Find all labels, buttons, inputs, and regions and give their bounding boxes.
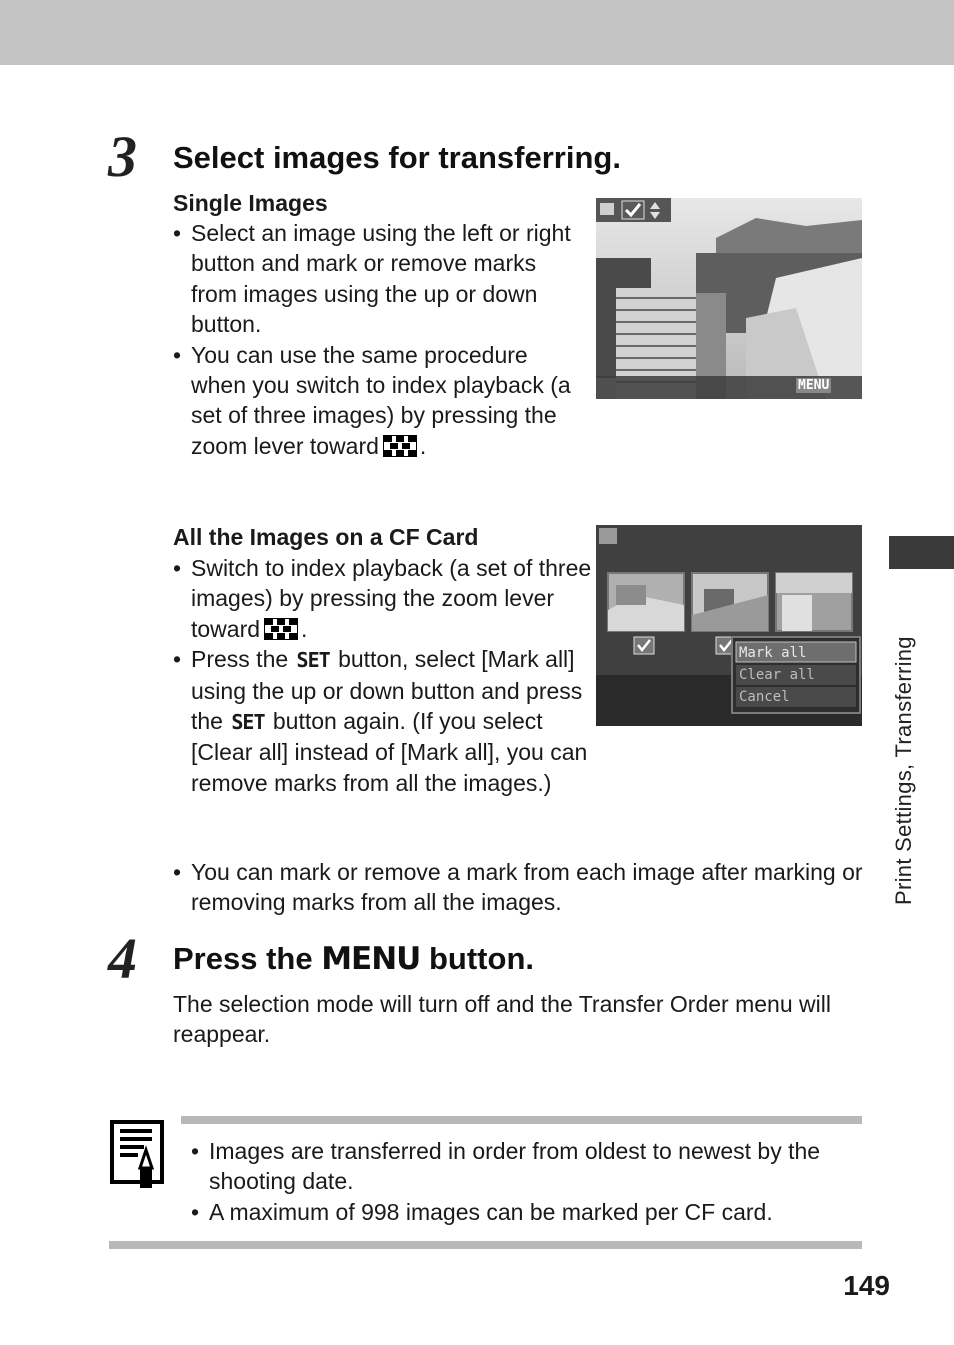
all-images-list-cont xyxy=(173,857,863,918)
section-label: Print Settings, Transferring xyxy=(891,636,916,905)
single-image-screenshot xyxy=(596,198,862,399)
set-button-symbol: SET xyxy=(231,710,265,735)
step-4-title: Press the MENU button. xyxy=(173,941,534,977)
index-playback-icon xyxy=(383,435,417,457)
list-item: • A maximum of 998 images can be marked per CF card. xyxy=(191,1197,871,1227)
all-images-list xyxy=(173,553,593,798)
note-bottom-rule xyxy=(109,1241,862,1249)
single-images-list xyxy=(173,218,583,461)
list-item: • Press the SET button, select [Mark all] using the up or down button and press the SET button again. (If you select [Clear all] instead of [Mark all], you can remove marks from all the images.) xyxy=(173,644,593,798)
menu-button-symbol: MENU xyxy=(321,941,421,977)
index-playback-screenshot xyxy=(596,525,862,726)
mark-menu xyxy=(739,642,815,708)
list-item: • Images are transferred in order from oldest to newest by the shooting date. xyxy=(191,1136,871,1197)
list-item: • You can use the same procedure when you switch to index playback (a set of three images) by pressing the zoom lever toward . xyxy=(173,340,583,462)
step-number-4: 4 xyxy=(108,926,137,991)
section-tab-marker xyxy=(889,536,954,569)
note-list xyxy=(191,1136,871,1227)
index-playback-icon xyxy=(264,618,298,640)
step-3-title: Select images for transferring. xyxy=(173,140,621,175)
list-item: • Switch to index playback (a set of three images) by pressing the zoom lever toward . xyxy=(173,553,593,644)
page-number: 149 xyxy=(843,1270,890,1301)
header-band xyxy=(0,0,954,65)
menu-item-cancel[interactable]: Cancel xyxy=(739,689,790,705)
menu-item-clear-all[interactable]: Clear all xyxy=(739,667,815,683)
note-top-rule xyxy=(181,1116,862,1124)
all-images-heading: All the Images on a CF Card xyxy=(173,524,479,550)
step-number-3: 3 xyxy=(108,124,137,189)
step-4-body: The selection mode will turn off and the Transfer Order menu will reappear. xyxy=(173,991,831,1048)
menu-label: MENU xyxy=(798,378,830,393)
memo-icon xyxy=(110,1120,164,1190)
list-item: • You can mark or remove a mark from each image after marking or removing marks from all the images. xyxy=(173,857,863,918)
single-images-heading: Single Images xyxy=(173,190,328,216)
menu-item-mark-all[interactable]: Mark all xyxy=(739,645,807,661)
set-button-symbol: SET xyxy=(296,648,330,673)
list-item: • Select an image using the left or right button and mark or remove marks from images using the up or down button. xyxy=(173,218,583,340)
